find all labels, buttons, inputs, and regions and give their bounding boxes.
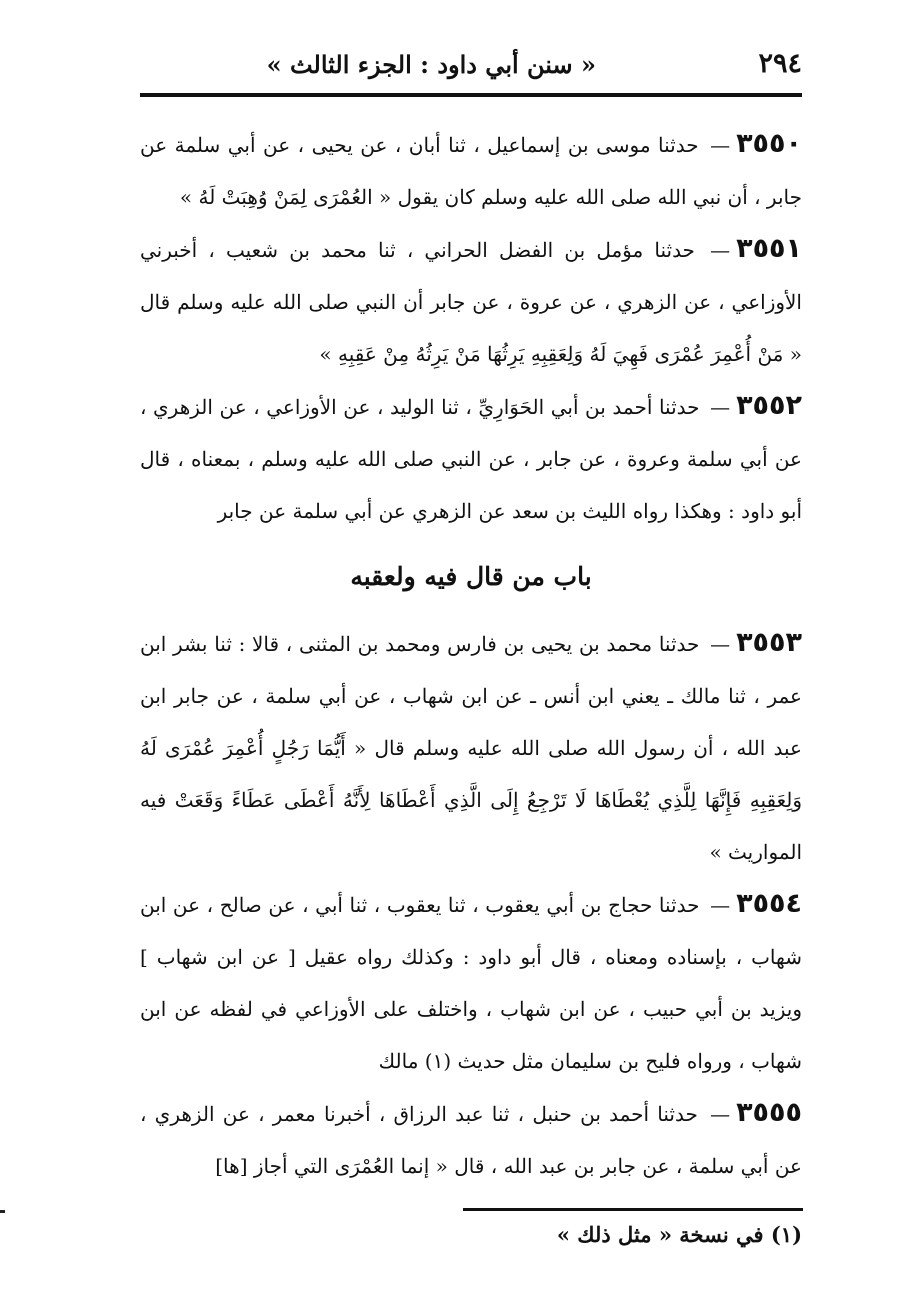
- hadith-dash: —: [710, 893, 731, 917]
- page-header: [142, 44, 802, 88]
- hadith-text: حدثنا أحمد بن أبي الحَوَارِيِّ ، ثنا الوليد ، عن الأوزاعي ، عن الزهري ، عن أبي سلمة وعروة ، عن جابر ، عن النبي صلى الله عليه وسلم ، بمعناه ، قال أبو داود : وهكذا رواه الليث بن سعد عن الزهري عن أبي سلمة عن جابر: [140, 395, 802, 523]
- hadith-number: ٣٥٥٤: [736, 888, 803, 919]
- hadith-number: ٣٥٥٠: [736, 128, 802, 159]
- hadith-number: ٣٥٥٥: [736, 1097, 802, 1128]
- hadith-dash: —: [710, 632, 731, 656]
- hadith-text: حدثنا موسى بن إسماعيل ، ثنا أبان ، عن يحيى ، عن أبي سلمة عن جابر ، أن نبي الله صلى الله عليه وسلم كان يقول « العُمْرَى لِمَنْ وُهِبَتْ لَهُ »: [140, 133, 802, 209]
- hadith-dash: —: [710, 238, 731, 262]
- chapter-title: باب من قال فيه ولعقبه: [350, 562, 592, 591]
- hadith-paragraph: [140, 878, 802, 1087]
- hadith-paragraph: [140, 617, 802, 878]
- hadith-paragraph: [140, 223, 802, 380]
- hadith-dash: —: [710, 133, 731, 157]
- hadith-number: ٣٥٥١: [736, 233, 803, 264]
- hadith-text: حدثنا محمد بن يحيى بن فارس ومحمد بن المثنى ، قالا : ثنا بشر ابن عمر ، ثنا مالك ـ يعني ابن أنس ـ عن ابن شهاب ، عن أبي سلمة ، عن جابر ابن عبد الله ، أن رسول الله صلى الله عليه وسلم قال « أَيُّمَا رَجُلٍ أُعْمِرَ عُمْرَى لَهُ وَلِعَقِبِهِ فَإِنَّهَا لِلَّذِي يُعْطَاهَا لَا تَرْجِعُ إِلَى الَّذِي أَعْطَاهَا لِأَنَّهُ أَعْطَى عَطَاءً وَقَعَتْ فيه المواريث »: [140, 632, 802, 864]
- hadith-paragraph: [140, 118, 802, 223]
- page-body: [140, 118, 802, 1192]
- hadith-text: حدثنا مؤمل بن الفضل الحراني ، ثنا محمد بن شعيب ، أخبرني الأوزاعي ، عن الزهري ، عن عروة ، عن جابر أن النبي صلى الله عليه وسلم قال « مَنْ أُعْمِرَ عُمْرَى فَهِيَ لَهُ وَلِعَقِبِهِ يَرِثُهَا مَنْ يَرِثُهُ مِنْ عَقِبِهِ »: [140, 238, 802, 366]
- scan-edge-mark: [0, 1210, 5, 1213]
- hadith-dash: —: [710, 395, 731, 419]
- footnote-rule: [463, 1208, 803, 1211]
- header-rule: [140, 93, 802, 97]
- hadith-text: حدثنا حجاج بن أبي يعقوب ، ثنا يعقوب ، ثنا أبي ، عن صالح ، عن ابن شهاب ، بإسناده ومعناه ، قال أبو داود : وكذلك رواه عقيل [ عن ابن شهاب ] ويزيد بن أبي حبيب ، عن ابن شهاب ، واختلف على الأوزاعي في لفظه عن ابن شهاب ، ورواه فليح بن سليمان مثل حديث (١) مالك: [140, 893, 802, 1073]
- hadith-dash: —: [710, 1102, 731, 1126]
- footnote: (١) في نسخة « مثل ذلك »: [556, 1222, 802, 1247]
- hadith-number: ٣٥٥٣: [736, 627, 802, 658]
- page-number: ٢٩٤: [758, 48, 802, 79]
- running-title: « سنن أبي داود : الجزء الثالث »: [266, 50, 596, 79]
- hadith-number: ٣٥٥٢: [736, 390, 802, 421]
- hadith-text: حدثنا أحمد بن حنبل ، ثنا عبد الرزاق ، أخبرنا معمر ، عن الزهري ، عن أبي سلمة ، عن جابر بن عبد الله ، قال « إنما العُمْرَى التي أجاز [ها]: [140, 1102, 802, 1178]
- hadith-paragraph: [140, 380, 802, 537]
- hadith-paragraph: [140, 1087, 802, 1192]
